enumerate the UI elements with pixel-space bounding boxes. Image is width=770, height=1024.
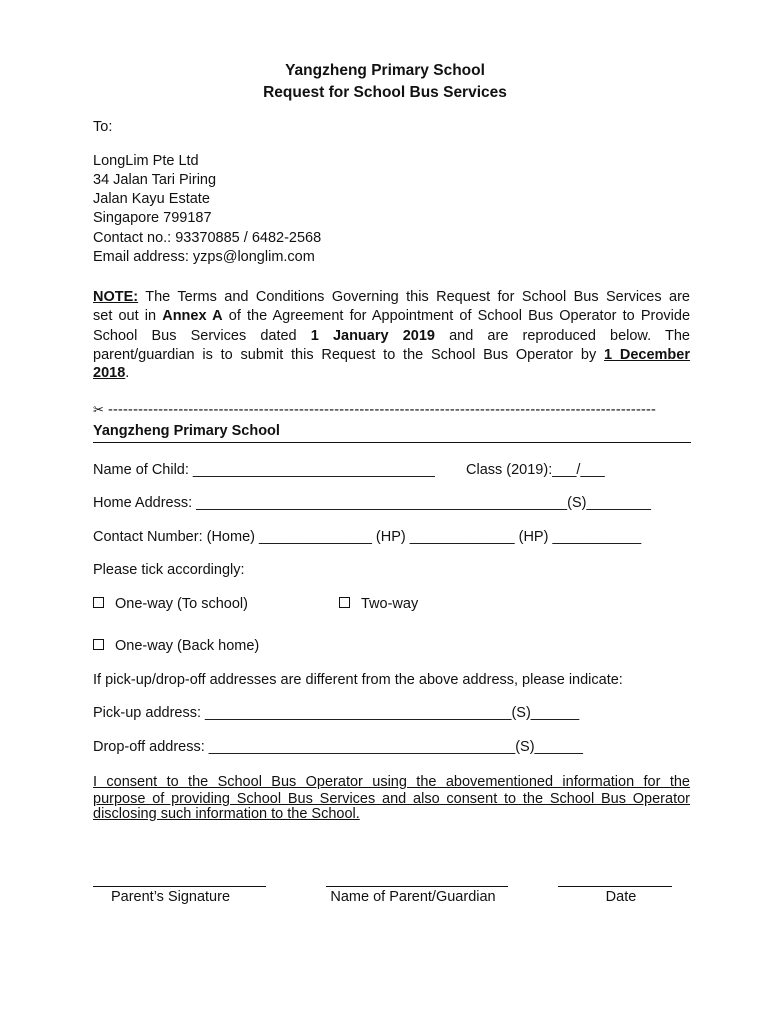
parent-signature-label: Parent’s Signature — [110, 889, 231, 905]
consent-line-2: purpose of providing School Bus Services and also consent to the School Bus Operator — [93, 791, 690, 807]
dropoff-address-field[interactable]: Drop-off address: ______________________________________(S)______ — [93, 739, 583, 755]
form-school-heading: Yangzheng Primary School — [93, 423, 280, 439]
note-text-1: The Terms and Conditions Governing this Request for School Bus Services are — [138, 289, 690, 305]
note-line-5 — [93, 365, 129, 381]
note-text-5b: . — [125, 365, 130, 381]
different-address-note: If pick-up/drop-off addresses are different from the above address, please indicate: — [93, 672, 623, 688]
note-text-4a: parent/guardian is to submit this Request to the School Bus Operator by — [93, 347, 605, 363]
checkbox-icon[interactable] — [93, 597, 104, 608]
home-address-field[interactable]: Home Address: ______________________________________________(S)________ — [93, 495, 651, 511]
recipient-address-line2: Jalan Kayu Estate — [93, 191, 210, 207]
note-text-3a: School Bus Services dated — [93, 328, 311, 344]
note-label: NOTE: — [93, 289, 139, 305]
annex-a-reference: Annex A — [162, 308, 223, 324]
option-one-way-back-home[interactable] — [93, 638, 259, 654]
option-label: Two-way — [361, 596, 419, 612]
date-line[interactable] — [558, 886, 672, 887]
class-field[interactable]: Class (2019):___/___ — [466, 462, 605, 478]
contact-number-field[interactable]: Contact Number: (Home) ______________ (HP) _____________ (HP) ___________ — [93, 529, 642, 545]
checkbox-icon[interactable] — [339, 597, 350, 608]
checkbox-icon[interactable] — [93, 639, 104, 650]
scissors-icon: ✂ — [93, 403, 104, 418]
heading-rule — [93, 442, 691, 443]
note-text-2a: set out in — [93, 308, 163, 324]
cut-dashes: ------------------------------------------------------------------------------------------------------------- — [107, 402, 657, 418]
child-name-field[interactable]: Name of Child: ______________________________ — [93, 462, 435, 478]
recipient-company: LongLim Pte Ltd — [93, 153, 199, 169]
form-title: Request for School Bus Services — [263, 84, 507, 101]
date-label: Date — [605, 889, 637, 905]
recipient-contact: Contact no.: 93370885 / 6482-2568 — [93, 230, 322, 246]
option-label: One-way (Back home) — [115, 638, 260, 654]
note-line-4 — [93, 345, 690, 365]
note-line-1 — [93, 287, 690, 307]
parent-signature-line[interactable] — [93, 886, 266, 887]
consent-line-3: disclosing such information to the School. — [93, 806, 360, 822]
recipient-email: Email address: yzps@longlim.com — [93, 249, 315, 265]
recipient-address-line3: Singapore 799187 — [93, 210, 212, 226]
agreement-date: 1 January 2019 — [310, 328, 435, 344]
deadline-date-part2: 2018 — [93, 365, 126, 381]
tick-instruction: Please tick accordingly: — [93, 562, 245, 578]
option-one-way-to-school[interactable] — [93, 596, 248, 612]
note-text-2c: of the Agreement for Appointment of School Bus Operator to Provide — [222, 308, 691, 324]
parent-name-line[interactable] — [326, 886, 508, 887]
note-text-3c: and are reproduced below. The — [434, 328, 690, 344]
parent-name-label: Name of Parent/Guardian — [330, 889, 496, 905]
to-label: To: — [93, 119, 113, 135]
option-label: One-way (To school) — [115, 596, 248, 612]
deadline-date-part1: 1 December — [604, 347, 690, 363]
note-line-2 — [93, 306, 690, 326]
pickup-address-field[interactable]: Pick-up address: ______________________________________(S)______ — [93, 705, 580, 721]
cut-line — [93, 402, 691, 418]
option-two-way[interactable] — [339, 596, 418, 612]
consent-line-1: I consent to the School Bus Operator using the abovementioned information for the — [93, 774, 690, 790]
note-line-3 — [93, 326, 690, 346]
recipient-address-line1: 34 Jalan Tari Piring — [93, 172, 217, 188]
school-name-title: Yangzheng Primary School — [285, 62, 485, 79]
